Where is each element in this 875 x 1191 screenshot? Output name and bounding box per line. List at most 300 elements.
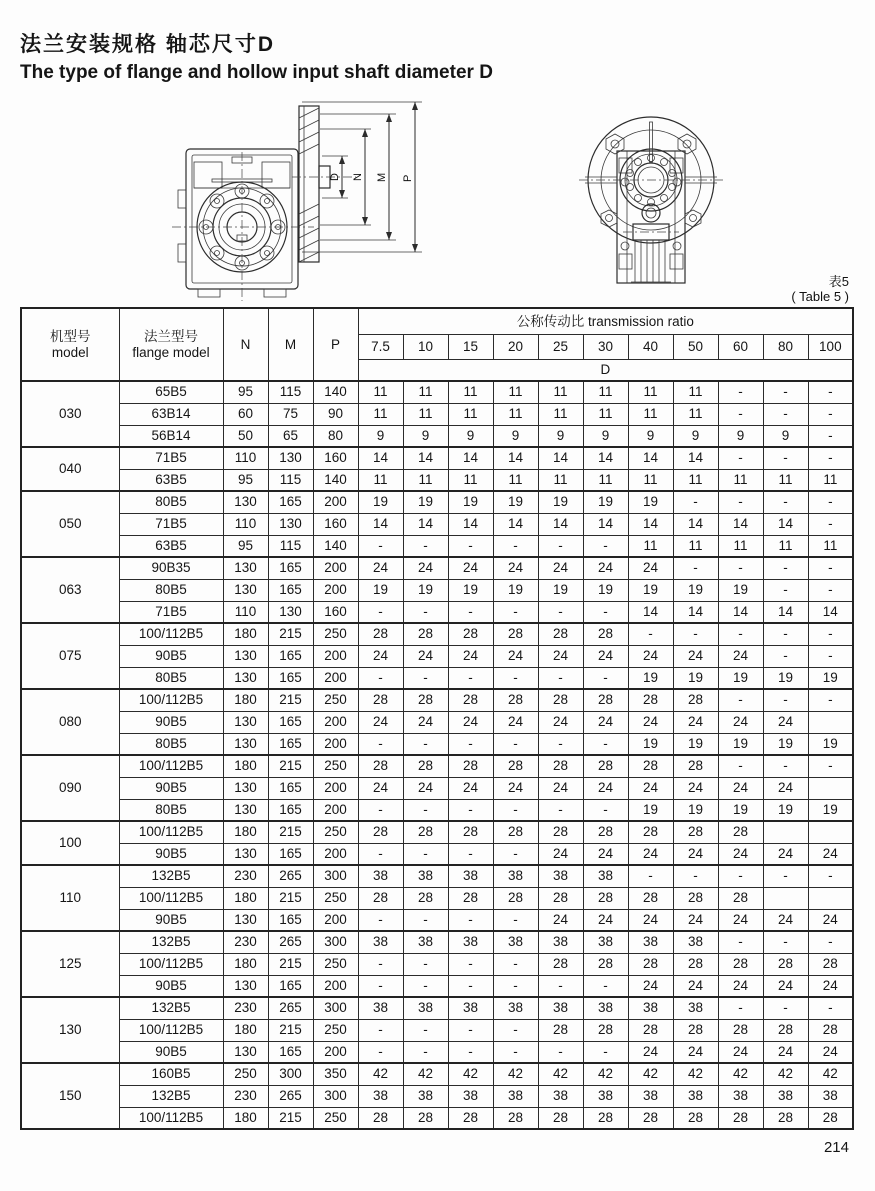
dim-n-cell: 130 <box>223 645 268 667</box>
d-value-cell: 28 <box>493 623 538 645</box>
d-value-cell: 19 <box>628 491 673 513</box>
d-value-cell: 24 <box>583 909 628 931</box>
d-value-cell: - <box>493 975 538 997</box>
d-value-cell: - <box>808 645 853 667</box>
dim-m-cell: 165 <box>268 799 313 821</box>
d-value-cell: - <box>538 667 583 689</box>
d-value-cell: - <box>538 733 583 755</box>
dim-m-cell: 265 <box>268 865 313 887</box>
d-value-cell: 19 <box>628 733 673 755</box>
d-value-cell: - <box>808 425 853 447</box>
d-value-cell: - <box>493 667 538 689</box>
d-value-cell: - <box>808 931 853 953</box>
d-value-cell: 38 <box>583 865 628 887</box>
d-value-cell: 19 <box>718 733 763 755</box>
table-row <box>21 975 853 997</box>
d-value-cell <box>808 887 853 909</box>
d-value-cell: - <box>358 667 403 689</box>
d-value-cell: - <box>358 909 403 931</box>
dim-p-cell: 200 <box>313 975 358 997</box>
dim-m-cell: 300 <box>268 1063 313 1085</box>
dim-n-cell: 230 <box>223 997 268 1019</box>
d-value-cell: 42 <box>493 1063 538 1085</box>
dim-p-cell: 140 <box>313 469 358 491</box>
d-value-cell: - <box>718 689 763 711</box>
d-value-cell: 19 <box>718 579 763 601</box>
flange-model-cell: 100/112B5 <box>119 1019 223 1041</box>
table-row <box>21 733 853 755</box>
d-value-cell: - <box>403 733 448 755</box>
table-row <box>21 403 853 425</box>
d-value-cell: 19 <box>718 667 763 689</box>
d-value-cell: - <box>808 557 853 579</box>
dim-m-cell: 215 <box>268 689 313 711</box>
flange-model-cell: 80B5 <box>119 491 223 513</box>
dim-m-cell: 165 <box>268 909 313 931</box>
d-value-cell: 14 <box>673 513 718 535</box>
dim-p-cell: 90 <box>313 403 358 425</box>
model-cell: 030 <box>21 381 119 447</box>
d-value-cell: 24 <box>493 777 538 799</box>
d-value-cell: 24 <box>583 711 628 733</box>
dim-n-cell: 180 <box>223 953 268 975</box>
d-value-cell: - <box>808 447 853 469</box>
d-value-cell: 42 <box>808 1063 853 1085</box>
dim-m-cell: 265 <box>268 1085 313 1107</box>
dim-p-cell: 200 <box>313 777 358 799</box>
d-value-cell: 28 <box>583 1019 628 1041</box>
d-value-cell: - <box>763 623 808 645</box>
d-value-cell: - <box>763 381 808 403</box>
d-value-cell: 28 <box>538 689 583 711</box>
dim-p-cell: 300 <box>313 931 358 953</box>
dim-n-cell: 130 <box>223 843 268 865</box>
d-value-cell: 19 <box>763 667 808 689</box>
d-value-cell: 19 <box>808 799 853 821</box>
dim-p-cell: 300 <box>313 997 358 1019</box>
d-value-cell: 11 <box>403 469 448 491</box>
d-value-cell: 24 <box>673 909 718 931</box>
d-value-cell: 19 <box>538 491 583 513</box>
flange-model-cell: 80B5 <box>119 799 223 821</box>
d-value-cell: 28 <box>448 1107 493 1129</box>
d-value-cell: 14 <box>493 513 538 535</box>
flange-model-cell: 80B5 <box>119 667 223 689</box>
d-value-cell: 24 <box>808 1041 853 1063</box>
d-value-cell: - <box>493 1041 538 1063</box>
dim-n-cell: 130 <box>223 557 268 579</box>
d-value-cell: 24 <box>673 645 718 667</box>
d-value-cell <box>808 777 853 799</box>
dim-p-cell: 200 <box>313 799 358 821</box>
dim-m-cell: 130 <box>268 447 313 469</box>
d-value-cell: - <box>718 491 763 513</box>
dim-p-cell: 160 <box>313 513 358 535</box>
d-value-cell: 42 <box>583 1063 628 1085</box>
d-value-cell: 28 <box>358 623 403 645</box>
d-value-cell: 28 <box>493 755 538 777</box>
d-value-cell: - <box>763 931 808 953</box>
d-value-cell: 38 <box>358 1085 403 1107</box>
table-row <box>21 667 853 689</box>
d-value-cell: 38 <box>538 931 583 953</box>
d-value-cell: - <box>448 601 493 623</box>
d-value-cell: - <box>583 975 628 997</box>
d-value-cell: 9 <box>763 425 808 447</box>
d-value-cell: 24 <box>538 843 583 865</box>
d-value-cell: 28 <box>358 689 403 711</box>
dim-p-cell: 250 <box>313 689 358 711</box>
dim-m-cell: 130 <box>268 513 313 535</box>
d-value-cell: 24 <box>583 777 628 799</box>
dim-n-cell: 110 <box>223 513 268 535</box>
technical-drawings <box>20 92 853 304</box>
d-value-cell: 11 <box>448 469 493 491</box>
ratio-header-cell: 100 <box>808 334 853 359</box>
d-value-cell: 14 <box>718 601 763 623</box>
d-value-cell: 19 <box>628 667 673 689</box>
ratio-header-cell: 20 <box>493 334 538 359</box>
d-value-cell: 14 <box>358 447 403 469</box>
dim-m-cell: 130 <box>268 601 313 623</box>
d-value-cell: - <box>718 623 763 645</box>
d-value-cell: 38 <box>718 1085 763 1107</box>
table-row <box>21 931 853 953</box>
d-value-cell: 28 <box>673 1019 718 1041</box>
d-value-cell: - <box>808 381 853 403</box>
d-value-cell: 19 <box>448 579 493 601</box>
d-value-cell: 28 <box>358 1107 403 1129</box>
d-value-cell: - <box>808 755 853 777</box>
d-value-cell: 19 <box>358 579 403 601</box>
header-transmission-ratio: 公称传动比 transmission ratio <box>358 308 853 334</box>
d-value-cell: 19 <box>673 667 718 689</box>
d-value-cell: 24 <box>808 909 853 931</box>
d-value-cell: 28 <box>358 755 403 777</box>
d-value-cell: 42 <box>673 1063 718 1085</box>
d-value-cell: 28 <box>448 887 493 909</box>
d-value-cell: 24 <box>628 777 673 799</box>
dim-p-cell: 250 <box>313 1019 358 1041</box>
d-value-cell: 24 <box>628 557 673 579</box>
d-value-cell: 11 <box>448 403 493 425</box>
dim-p-cell: 160 <box>313 447 358 469</box>
flange-model-cell: 90B5 <box>119 975 223 997</box>
header-flange-model: 法兰型号 flange model <box>119 308 223 381</box>
dim-n-cell: 180 <box>223 887 268 909</box>
d-value-cell <box>808 821 853 843</box>
ratio-header-cell: 50 <box>673 334 718 359</box>
model-cell: 050 <box>21 491 119 557</box>
d-value-cell: - <box>448 1019 493 1041</box>
d-value-cell: - <box>493 535 538 557</box>
model-cell: 080 <box>21 689 119 755</box>
d-value-cell: 38 <box>628 931 673 953</box>
d-value-cell <box>763 887 808 909</box>
dim-p-cell: 200 <box>313 491 358 513</box>
d-value-cell: 38 <box>538 1085 583 1107</box>
d-value-cell: - <box>358 799 403 821</box>
d-value-cell: - <box>538 535 583 557</box>
d-value-cell: 24 <box>538 557 583 579</box>
d-value-cell: - <box>808 997 853 1019</box>
d-value-cell: 38 <box>808 1085 853 1107</box>
d-value-cell: 28 <box>493 689 538 711</box>
d-value-cell: 28 <box>808 1107 853 1129</box>
d-value-cell: 11 <box>808 469 853 491</box>
table-row <box>21 799 853 821</box>
d-value-cell: - <box>583 667 628 689</box>
table-row <box>21 755 853 777</box>
d-value-cell: 14 <box>628 601 673 623</box>
d-value-cell: 14 <box>808 601 853 623</box>
d-value-cell: 28 <box>763 953 808 975</box>
header-p: P <box>313 308 358 381</box>
d-value-cell: 19 <box>763 799 808 821</box>
header-m: M <box>268 308 313 381</box>
dim-label-n: N <box>352 173 364 181</box>
d-value-cell: 11 <box>448 381 493 403</box>
ratio-header-cell: 60 <box>718 334 763 359</box>
ratio-header-cell: 40 <box>628 334 673 359</box>
d-value-cell: 24 <box>628 711 673 733</box>
d-value-cell: - <box>718 447 763 469</box>
dim-p-cell: 200 <box>313 667 358 689</box>
d-value-cell: 38 <box>493 865 538 887</box>
flange-model-cell: 63B5 <box>119 535 223 557</box>
flange-model-cell: 132B5 <box>119 997 223 1019</box>
dim-p-cell: 250 <box>313 1107 358 1129</box>
d-value-cell: 11 <box>673 381 718 403</box>
d-value-cell: 11 <box>718 469 763 491</box>
dim-p-cell: 200 <box>313 1041 358 1063</box>
table-body <box>21 381 853 1129</box>
d-value-cell: 11 <box>628 469 673 491</box>
page-title-zh: 法兰安装规格 轴芯尺寸D <box>20 33 275 56</box>
d-value-cell: 38 <box>763 1085 808 1107</box>
d-value-cell: 28 <box>673 953 718 975</box>
d-value-cell: 11 <box>673 535 718 557</box>
d-value-cell: 38 <box>448 865 493 887</box>
d-value-cell: 24 <box>403 711 448 733</box>
d-value-cell: 28 <box>538 623 583 645</box>
d-value-cell: 24 <box>538 909 583 931</box>
d-value-cell: 24 <box>808 843 853 865</box>
table-row <box>21 425 853 447</box>
dim-m-cell: 165 <box>268 975 313 997</box>
d-value-cell: 28 <box>403 689 448 711</box>
dim-m-cell: 115 <box>268 535 313 557</box>
flange-model-cell: 100/112B5 <box>119 689 223 711</box>
d-value-cell: 24 <box>628 1041 673 1063</box>
d-value-cell: 9 <box>448 425 493 447</box>
d-value-cell: 28 <box>358 887 403 909</box>
d-value-cell: 38 <box>403 1085 448 1107</box>
table-tag-zh: 表5 <box>828 274 849 289</box>
d-value-cell: 24 <box>448 711 493 733</box>
dim-p-cell: 200 <box>313 579 358 601</box>
d-value-cell: 38 <box>448 1085 493 1107</box>
dim-m-cell: 215 <box>268 623 313 645</box>
d-value-cell: 24 <box>358 777 403 799</box>
d-value-cell: - <box>358 953 403 975</box>
d-value-cell: 24 <box>493 711 538 733</box>
dim-m-cell: 215 <box>268 1019 313 1041</box>
d-value-cell: 38 <box>493 931 538 953</box>
page-title-en: The type of flange and hollow input shaft diameter D <box>20 62 493 83</box>
flange-model-cell: 90B5 <box>119 711 223 733</box>
flange-model-cell: 71B5 <box>119 601 223 623</box>
d-value-cell: 24 <box>628 843 673 865</box>
dim-n-cell: 180 <box>223 1107 268 1129</box>
d-value-cell: 11 <box>403 381 448 403</box>
d-value-cell: 24 <box>718 1041 763 1063</box>
d-value-cell: 11 <box>358 469 403 491</box>
d-value-cell: 28 <box>808 1019 853 1041</box>
d-value-cell: 42 <box>358 1063 403 1085</box>
flange-model-cell: 90B5 <box>119 909 223 931</box>
d-value-cell: 14 <box>403 447 448 469</box>
dim-n-cell: 180 <box>223 1019 268 1041</box>
d-value-cell: 19 <box>628 579 673 601</box>
flange-model-cell: 65B5 <box>119 381 223 403</box>
d-value-cell: 24 <box>628 975 673 997</box>
table-row <box>21 1041 853 1063</box>
d-value-cell: 24 <box>718 975 763 997</box>
d-value-cell: 11 <box>763 469 808 491</box>
d-value-cell: 24 <box>763 975 808 997</box>
d-value-cell: 11 <box>763 535 808 557</box>
d-value-cell: 38 <box>358 997 403 1019</box>
model-cell: 125 <box>21 931 119 997</box>
d-value-cell: 24 <box>628 909 673 931</box>
d-value-cell: 28 <box>718 1107 763 1129</box>
d-value-cell: 14 <box>763 513 808 535</box>
d-value-cell: - <box>448 975 493 997</box>
d-value-cell: 28 <box>493 821 538 843</box>
d-value-cell: 11 <box>628 381 673 403</box>
d-value-cell: 42 <box>448 1063 493 1085</box>
d-value-cell: 28 <box>538 887 583 909</box>
d-value-cell: 28 <box>628 1019 673 1041</box>
d-value-cell: 38 <box>583 931 628 953</box>
d-value-cell: 9 <box>538 425 583 447</box>
dim-label-d: D <box>329 173 341 181</box>
model-cell: 150 <box>21 1063 119 1129</box>
flange-model-cell: 90B5 <box>119 1041 223 1063</box>
flange-model-cell: 71B5 <box>119 513 223 535</box>
d-value-cell: 14 <box>448 513 493 535</box>
d-value-cell: 28 <box>448 821 493 843</box>
d-value-cell: 24 <box>673 975 718 997</box>
flange-model-cell: 71B5 <box>119 447 223 469</box>
d-value-cell: - <box>403 601 448 623</box>
d-value-cell: 38 <box>628 997 673 1019</box>
d-value-cell: 24 <box>673 711 718 733</box>
d-value-cell: 38 <box>358 865 403 887</box>
d-value-cell: 14 <box>673 601 718 623</box>
d-value-cell: - <box>403 799 448 821</box>
dim-n-cell: 95 <box>223 469 268 491</box>
d-value-cell: - <box>358 1041 403 1063</box>
d-value-cell: 19 <box>808 733 853 755</box>
dim-p-cell: 250 <box>313 755 358 777</box>
d-value-cell: - <box>763 557 808 579</box>
d-value-cell: 28 <box>673 821 718 843</box>
d-value-cell: - <box>628 865 673 887</box>
d-value-cell: 24 <box>403 645 448 667</box>
model-cell: 063 <box>21 557 119 623</box>
d-value-cell: 24 <box>718 843 763 865</box>
d-value-cell: 28 <box>403 623 448 645</box>
d-value-cell: 24 <box>763 1041 808 1063</box>
d-value-cell: - <box>718 865 763 887</box>
d-value-cell: - <box>538 799 583 821</box>
d-value-cell: - <box>448 1041 493 1063</box>
dim-m-cell: 165 <box>268 557 313 579</box>
d-value-cell: 24 <box>628 645 673 667</box>
d-value-cell: - <box>448 953 493 975</box>
d-value-cell: 24 <box>763 843 808 865</box>
flange-model-cell: 63B14 <box>119 403 223 425</box>
d-value-cell: - <box>403 909 448 931</box>
table-row <box>21 887 853 909</box>
d-value-cell: 11 <box>718 535 763 557</box>
d-value-cell: 11 <box>493 469 538 491</box>
d-value-cell: 11 <box>628 403 673 425</box>
table-row <box>21 579 853 601</box>
d-value-cell: - <box>448 667 493 689</box>
d-value-cell: - <box>493 909 538 931</box>
dim-m-cell: 165 <box>268 667 313 689</box>
dim-p-cell: 200 <box>313 557 358 579</box>
d-value-cell: 11 <box>403 403 448 425</box>
d-value-cell: - <box>448 843 493 865</box>
d-value-cell: 24 <box>493 645 538 667</box>
d-value-cell: 19 <box>583 491 628 513</box>
d-value-cell: 28 <box>583 623 628 645</box>
d-value-cell: - <box>763 447 808 469</box>
table-row <box>21 447 853 469</box>
d-value-cell: 38 <box>673 1085 718 1107</box>
ratio-header-cell: 10 <box>403 334 448 359</box>
dim-n-cell: 130 <box>223 777 268 799</box>
table-row <box>21 1063 853 1085</box>
d-value-cell: 38 <box>583 997 628 1019</box>
dim-m-cell: 215 <box>268 755 313 777</box>
d-value-cell: 28 <box>628 821 673 843</box>
dim-n-cell: 130 <box>223 491 268 513</box>
flange-spec-table <box>20 307 854 1130</box>
flange-model-cell: 100/112B5 <box>119 1107 223 1129</box>
d-value-cell: 11 <box>493 403 538 425</box>
d-value-cell: 38 <box>403 997 448 1019</box>
d-value-cell: 14 <box>628 447 673 469</box>
d-value-cell: - <box>718 755 763 777</box>
flange-model-cell: 100/112B5 <box>119 755 223 777</box>
flange-model-cell: 132B5 <box>119 865 223 887</box>
d-value-cell: - <box>403 843 448 865</box>
d-value-cell: 28 <box>718 821 763 843</box>
d-value-cell: 11 <box>808 535 853 557</box>
d-value-cell: 9 <box>628 425 673 447</box>
d-value-cell: 38 <box>538 997 583 1019</box>
d-value-cell: 14 <box>763 601 808 623</box>
d-value-cell: 28 <box>403 821 448 843</box>
d-value-cell: 19 <box>358 491 403 513</box>
table-row <box>21 1085 853 1107</box>
d-value-cell: - <box>763 645 808 667</box>
